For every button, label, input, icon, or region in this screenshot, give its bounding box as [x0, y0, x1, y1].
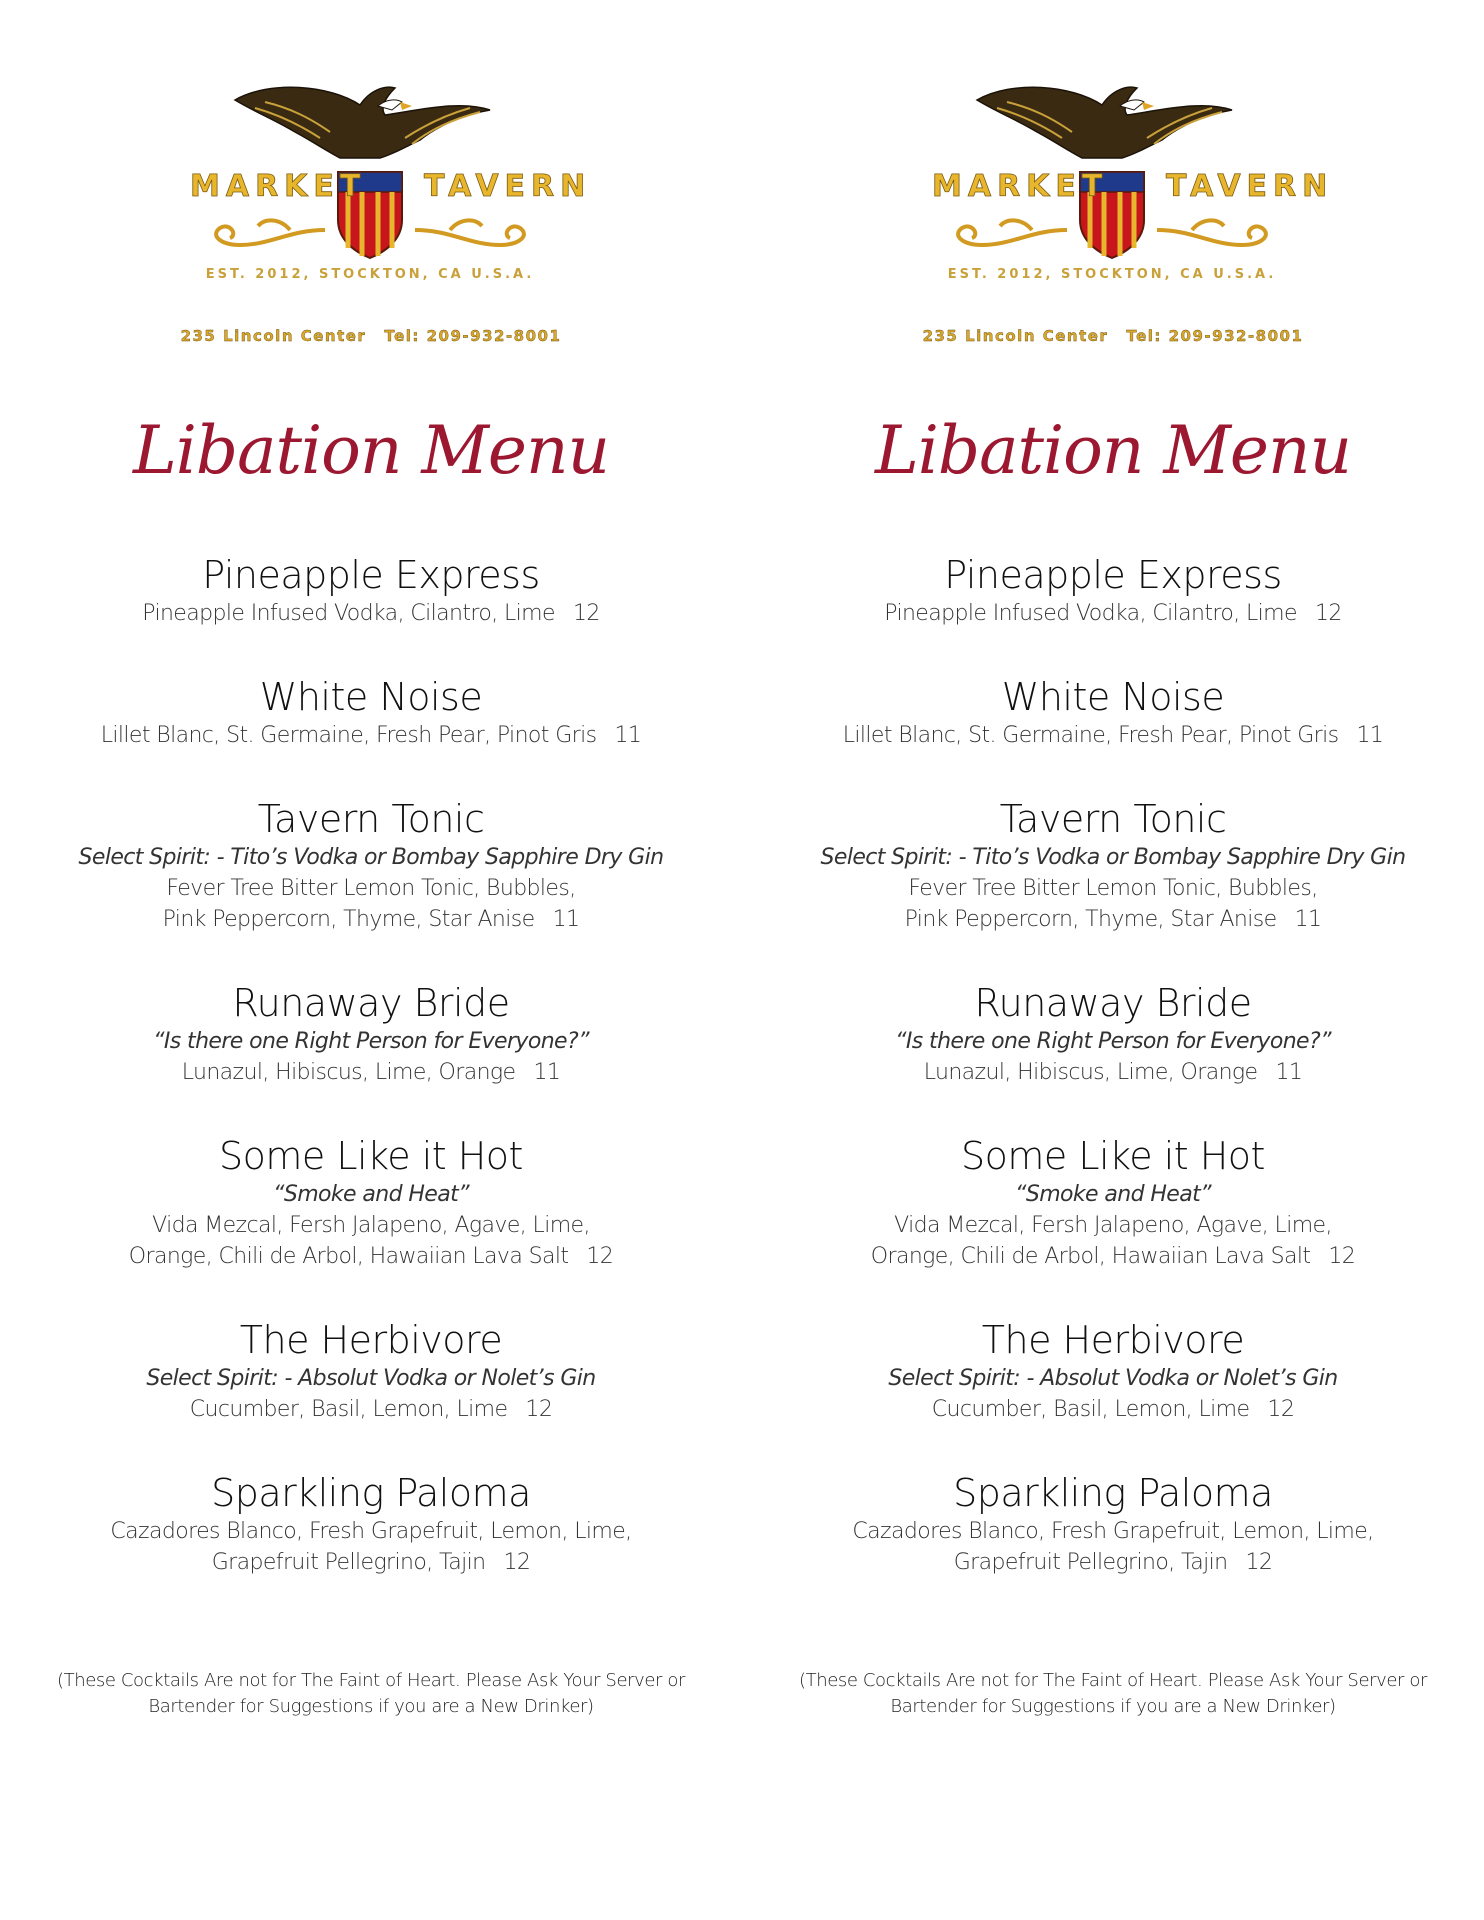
item-price: 12 [503, 1550, 531, 1575]
item-price: 11 [1356, 723, 1384, 748]
established-line: EST. 2012, STOCKTON, CA U.S.A. [205, 267, 535, 282]
item-name: Runaway Bride [232, 981, 510, 1025]
item-description: Cazadores Blanco, Fresh Grapefruit, Lemon, Lime, [110, 1519, 632, 1544]
item-name: White Noise [1001, 675, 1225, 719]
item-price: 12 [1245, 1550, 1273, 1575]
item-name: Some Like it Hot [961, 1134, 1265, 1178]
menu-footnote: (These Cocktails Are not for The Faint of Heart. Please Ask Your Server or Bartender for Suggestions if you are a New Drinker) [799, 1670, 1427, 1717]
menu-item [762, 674, 1464, 751]
menu-title: Libation Menu [874, 412, 1352, 489]
item-name: Tavern Tonic [257, 797, 485, 841]
item-price: 11 [614, 723, 642, 748]
item-name: Some Like it Hot [219, 1134, 523, 1178]
item-price: 11 [533, 1060, 561, 1085]
item-subtitle: Select Spirit: - Tito’s Vodka or Bombay Sapphire Dry Gin [78, 845, 664, 870]
item-description: Lunazul, Hibiscus, Lime, Orange 11 [181, 1060, 561, 1085]
item-description: Pink Peppercorn, Thyme, Star Anise 11 [162, 907, 580, 932]
menu-panel-right [742, 0, 1484, 1920]
eagle-icon [235, 87, 490, 158]
cocktail-list [762, 552, 1464, 1578]
item-subtitle: Select Spirit: - Tito’s Vodka or Bombay Sapphire Dry Gin [820, 845, 1406, 870]
item-price: 12 [1314, 601, 1342, 626]
item-price: 12 [1328, 1244, 1356, 1269]
item-name: Pineapple Express [944, 553, 1282, 597]
flourish-right-icon [1157, 220, 1266, 245]
item-price: 11 [552, 907, 580, 932]
item-name: Tavern Tonic [999, 797, 1227, 841]
item-name: The Herbivore [981, 1318, 1245, 1362]
menu-item [762, 980, 1464, 1088]
item-price: 12 [586, 1244, 614, 1269]
phone-number: Tel: 209-932-8001 [1126, 327, 1304, 345]
item-name: Sparkling Paloma [953, 1471, 1273, 1515]
cocktail-list [20, 552, 722, 1578]
address-line [742, 327, 1484, 345]
item-description: Orange, Chili de Arbol, Hawaiian Lava Salt 12 [128, 1244, 614, 1269]
item-description: Pineapple Infused Vodka, Cilantro, Lime 12 [142, 601, 600, 626]
market-tavern-logo [782, 80, 1442, 300]
brand-word-right: TAVERN [424, 169, 592, 204]
item-description: Vida Mezcal, Fersh Jalapeno, Agave, Lime, [152, 1213, 590, 1238]
address-line [0, 327, 742, 345]
menu-item [20, 796, 722, 935]
item-description: Lunazul, Hibiscus, Lime, Orange 11 [923, 1060, 1303, 1085]
menu-item [762, 552, 1464, 629]
item-description: Vida Mezcal, Fersh Jalapeno, Agave, Lime, [894, 1213, 1332, 1238]
flourish-right-icon [415, 220, 524, 245]
item-price: 11 [1275, 1060, 1303, 1085]
item-description: Pineapple Infused Vodka, Cilantro, Lime 12 [884, 601, 1342, 626]
flourish-left-icon [958, 220, 1067, 245]
item-description: Fever Tree Bitter Lemon Tonic, Bubbles, [908, 876, 1318, 901]
menu-title: Libation Menu [132, 412, 610, 489]
established-line: EST. 2012, STOCKTON, CA U.S.A. [947, 267, 1277, 282]
item-subtitle: “Smoke and Heat” [273, 1182, 469, 1207]
item-subtitle: Select Spirit: - Absolut Vodka or Nolet’s Gin [888, 1366, 1338, 1391]
item-description: Cazadores Blanco, Fresh Grapefruit, Lemon, Lime, [852, 1519, 1374, 1544]
item-description: Orange, Chili de Arbol, Hawaiian Lava Salt 12 [870, 1244, 1356, 1269]
item-description: Lillet Blanc, St. Germaine, Fresh Pear, Pinot Gris 11 [842, 723, 1384, 748]
eagle-icon [977, 87, 1232, 158]
item-name: Sparkling Paloma [211, 1471, 531, 1515]
item-description: Fever Tree Bitter Lemon Tonic, Bubbles, [166, 876, 576, 901]
item-name: Pineapple Express [202, 553, 540, 597]
item-subtitle: Select Spirit: - Absolut Vodka or Nolet’s Gin [146, 1366, 596, 1391]
menu-item [762, 1470, 1464, 1578]
item-description: Cucumber, Basil, Lemon, Lime 12 [931, 1397, 1295, 1422]
item-description: Grapefruit Pellegrino, Tajin 12 [953, 1550, 1273, 1575]
brand-word-right: TAVERN [1166, 169, 1334, 204]
phone-number: Tel: 209-932-8001 [384, 327, 562, 345]
item-description: Cucumber, Basil, Lemon, Lime 12 [189, 1397, 553, 1422]
menu-footnote: (These Cocktails Are not for The Faint of Heart. Please Ask Your Server or Bartender for Suggestions if you are a New Drinker) [57, 1670, 685, 1717]
flourish-left-icon [216, 220, 325, 245]
brand-word-left: MARKET [190, 169, 367, 204]
market-tavern-logo [40, 80, 700, 300]
item-description: Lillet Blanc, St. Germaine, Fresh Pear, Pinot Gris 11 [100, 723, 642, 748]
menu-item [762, 1133, 1464, 1272]
item-price: 12 [572, 601, 600, 626]
menu-item [20, 980, 722, 1088]
item-subtitle: “Is there one Right Person for Everyone?” [153, 1029, 589, 1054]
item-name: The Herbivore [239, 1318, 503, 1362]
item-description: Grapefruit Pellegrino, Tajin 12 [211, 1550, 531, 1575]
item-subtitle: “Smoke and Heat” [1015, 1182, 1211, 1207]
item-subtitle: “Is there one Right Person for Everyone?” [895, 1029, 1331, 1054]
menu-item [20, 1133, 722, 1272]
menu-item [20, 552, 722, 629]
street-address: 235 Lincoln Center [922, 327, 1109, 345]
item-price: 12 [525, 1397, 553, 1422]
item-description: Pink Peppercorn, Thyme, Star Anise 11 [904, 907, 1322, 932]
menu-item [762, 796, 1464, 935]
brand-word-left: MARKET [932, 169, 1109, 204]
item-name: White Noise [259, 675, 483, 719]
menu-item [762, 1317, 1464, 1425]
item-price: 12 [1267, 1397, 1295, 1422]
street-address: 235 Lincoln Center [180, 327, 367, 345]
item-price: 11 [1294, 907, 1322, 932]
item-name: Runaway Bride [974, 981, 1252, 1025]
menu-item [20, 1470, 722, 1578]
menu-item [20, 674, 722, 751]
menu-item [20, 1317, 722, 1425]
